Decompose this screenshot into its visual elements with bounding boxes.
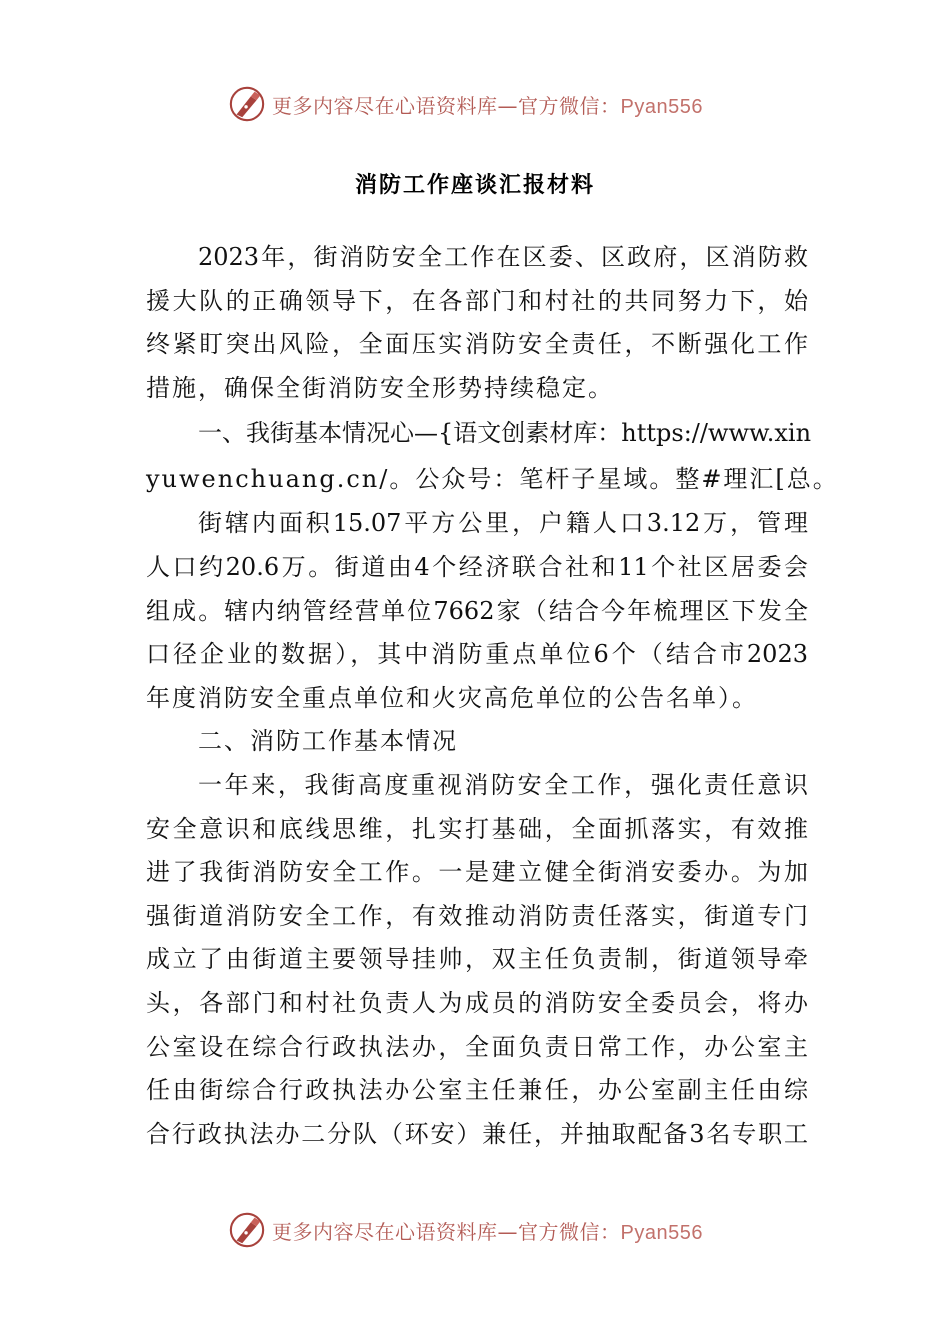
watermark-text: 更多内容尽在心语资料库—官方微信：Pyan556 <box>272 1219 703 1244</box>
section-heading-line: 一、我街基本情况心—{语文创素材库：https://www.xin <box>198 419 812 448</box>
document-body <box>146 236 839 1156</box>
text-line: 成立了由街道主要领导挂帅，双主任负责制，街道领导牵 <box>146 945 808 974</box>
text-line: 任由街综合行政执法办公室主任兼任，办公室副主任由综 <box>146 1076 808 1105</box>
text-line: 头，各部门和村社负责人为成员的消防安全委员会，将办 <box>146 988 808 1017</box>
text-line: 安全意识和底线思维，扎实打基础，全面抓落实，有效推 <box>146 814 808 843</box>
text-line: 一年来，我街高度重视消防安全工作，强化责任意识 <box>198 770 808 799</box>
footer-watermark <box>228 1208 748 1252</box>
document-title: 消防工作座谈汇报材料 <box>354 173 595 198</box>
text-line: 援大队的正确领导下，在各部门和村社的共同努力下，始 <box>146 286 808 315</box>
text-line: 年度消防安全重点单位和火灾高危单位的公告名单）。 <box>146 683 758 712</box>
pen-nib-logo-icon <box>228 85 266 123</box>
pen-nib-logo-icon <box>228 1211 266 1249</box>
text-line: 强街道消防安全工作，有效推动消防责任落实，街道专门 <box>146 901 808 930</box>
text-line: 合行政执法办二分队（环安）兼任，并抽取配备3名专职工 <box>146 1119 808 1148</box>
text-line: 口径企业的数据），其中消防重点单位6个（结合市2023 <box>146 640 808 669</box>
text-line: 2023年，街消防安全工作在区委、区政府，区消防救 <box>198 243 808 271</box>
section-heading: 二、消防工作基本情况 <box>198 727 458 756</box>
text-line: 进了我街消防安全工作。一是建立健全街消安委办。为加 <box>146 858 808 887</box>
text-line: yuwenchuang.cn/。公众号：笔杆子星域。整#理汇[总。 <box>146 465 839 494</box>
text-line: 街辖内面积15.07平方公里，户籍人口3.12万，管理 <box>198 509 808 538</box>
text-line: 人口约20.6万。街道由4个经济联合社和11个社区居委会 <box>146 552 808 581</box>
text-line: 公室设在综合行政执法办，全面负责日常工作，办公室主 <box>146 1032 808 1061</box>
text-line: 组成。辖内纳管经营单位7662家（结合今年梳理区下发全 <box>146 596 808 625</box>
watermark-text: 更多内容尽在心语资料库—官方微信：Pyan556 <box>272 93 703 118</box>
text-line: 终紧盯突出风险，全面压实消防安全责任，不断强化工作 <box>146 330 808 359</box>
text-line: 措施，确保全街消防安全形势持续稳定。 <box>146 373 614 402</box>
watermark-wechat-id: Pyan556 <box>620 1221 703 1244</box>
header-watermark <box>228 82 748 126</box>
watermark-wechat-id: Pyan556 <box>620 95 703 118</box>
